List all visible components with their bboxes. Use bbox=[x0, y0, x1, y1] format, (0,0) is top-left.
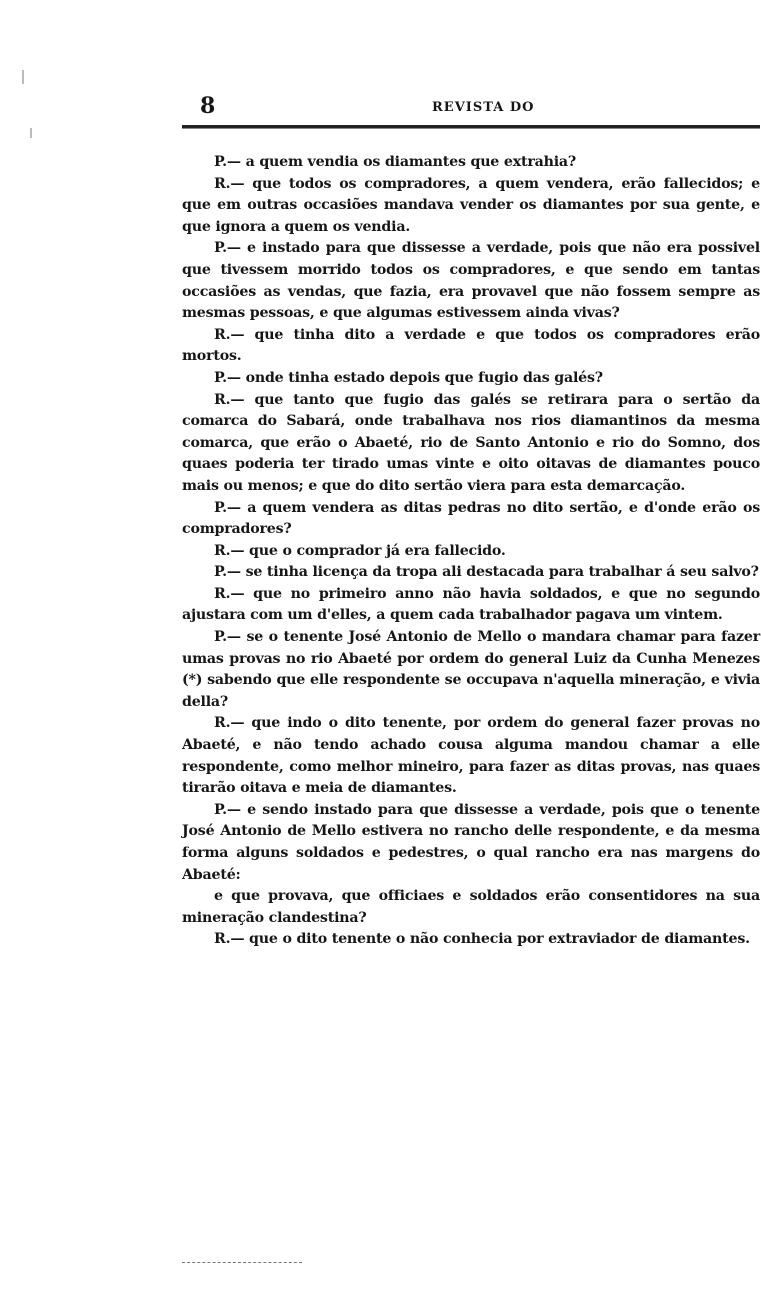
running-title: REVISTA DO bbox=[432, 100, 535, 115]
page-number: 8 bbox=[200, 93, 216, 119]
paragraph: P.— onde tinha estado depois que fugio das galés? bbox=[214, 369, 603, 386]
paragraph: P.— a quem vendia os diamantes que extrahia? bbox=[214, 154, 576, 170]
paragraph: R.— que todos os compradores, a quem vendera, erão fallecidos; e que em outras occasiões mandava vender os diamantes por sua gente, e que ignora a quem os vendia. bbox=[182, 175, 760, 235]
paragraph: P.— se o tenente José Antonio de Mello o mandara chamar para fazer umas provas no rio Abaeté por ordem do general Luiz da Cunha Menezes (*) sabendo que elle respondente se occupava n'aquella mineração, e vivia della? bbox=[182, 629, 760, 710]
footer-dashes bbox=[182, 1262, 302, 1264]
paragraph: e que provava, que officiaes e soldados erão consentidores na sua mineração clandestina? bbox=[182, 888, 760, 926]
paragraph: P.— a quem vendera as ditas pedras no dito sertão, e d'onde erão os compradores? bbox=[182, 499, 760, 538]
paragraph: P.— e sendo instado para que dissesse a verdade, pois que o tenente José Antonio de Mello estivera no rancho delle respondente, e da mesma forma alguns soldados e pedestres, o qual rancho era nas margens do Abaeté: bbox=[182, 801, 760, 883]
paragraph: R.— que tanto que fugio das galés se retirara para o sertão da comarca do Sabará, onde trabalhava nos rios diamantinos da mesma comarca, que erão o Abaeté, rio de Santo Antonio e rio do Somno, dos quaes poderia ter tirado umas vinte e oito oitavas de diamantes pouco mais ou menos; e que do dito sertão viera para esta demarcação. bbox=[182, 391, 760, 494]
paragraph: R.— que tinha dito a verdade e que todos os compradores erão mortos. bbox=[182, 326, 760, 365]
margin-speck bbox=[22, 70, 24, 84]
paragraph: P.— e instado para que dissesse a verdade, pois que não era possivel que tivessem morrido todos os compradores, e que sendo em tantas occasiões as vendas, que fazia, era provavel que não fossem sempre as mesmas pessoas, e que algumas estivessem ainda vivas? bbox=[182, 240, 760, 322]
paragraph: R.— que o comprador já era fallecido. bbox=[214, 542, 506, 559]
body-text bbox=[182, 152, 760, 951]
margin-speck bbox=[30, 128, 32, 138]
paragraph: P.— se tinha licença da tropa ali destacada para trabalhar á seu salvo? bbox=[214, 564, 759, 581]
paragraph: R.— que indo o dito tenente, por ordem do general fazer provas no Abaeté, e não tendo achado cousa alguma mandou chamar a elle respondente, como melhor mineiro, para fazer as ditas provas, nas quaes tirarão oitava e meia de diamantes. bbox=[182, 715, 760, 797]
paragraph: R.— que no primeiro anno não havia soldados, e que no segundo ajustara com um d'elles, a quem cada trabalhador pagava um vintem. bbox=[182, 585, 760, 624]
paragraph: R.— que o dito tenente o não conhecia por extraviador de diamantes. bbox=[214, 931, 750, 948]
page-header bbox=[182, 93, 760, 121]
header-rule bbox=[182, 125, 760, 129]
